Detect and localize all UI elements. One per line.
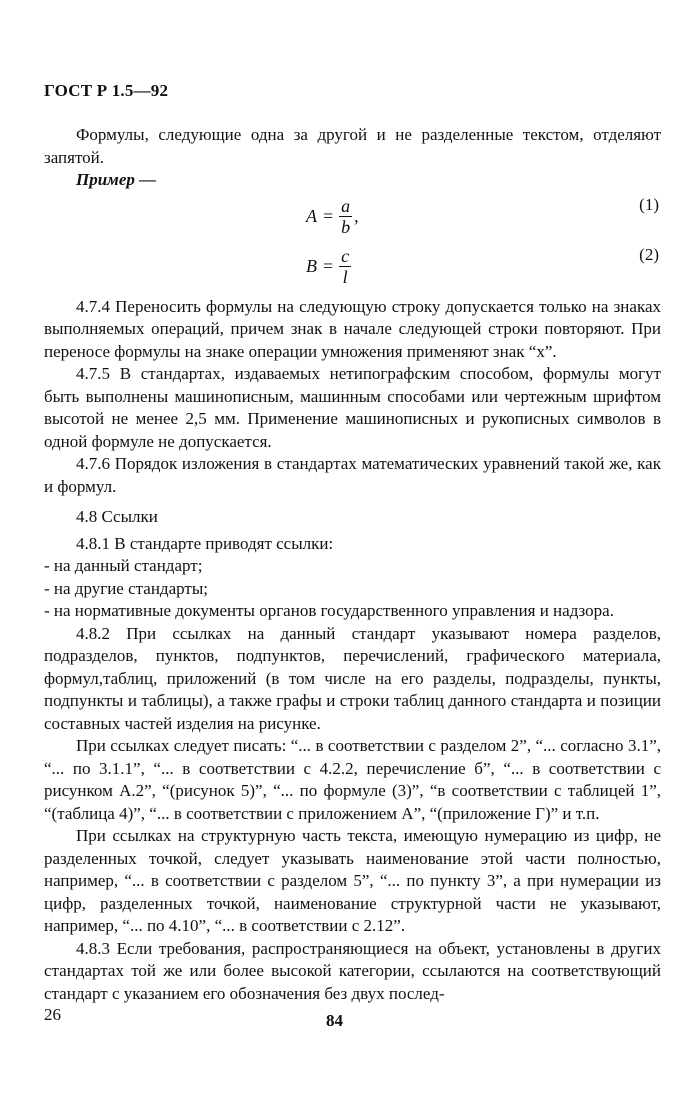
formula-1 <box>44 192 661 242</box>
formula-2-numerator: c <box>341 246 350 266</box>
formula-2-denominator: l <box>342 267 348 287</box>
formula-1-comma: , <box>354 206 359 227</box>
formula-2-fraction <box>339 247 351 286</box>
paragraph-4-7-5: 4.7.5 В стандартах, издаваемых нетипографским способом, формулы могут быть выполнены машинописным, машинным способами или чертежным шрифтом высотой не менее 2,5 мм. Применение машинописных и рукописных символов в одной формуле не допускается. <box>44 364 661 451</box>
list-item: - на данный стандарт; <box>44 556 203 575</box>
paragraph-reference-examples: При ссылках следует писать: “... в соответствии с разделом 2”, “... согласно 3.1”, “... по 3.1.1”, “... в соответствии с 4.2.2, перечисление б”, “... в соответствии с рисунком А.2”, “(рисунок 5)”, “... по формуле (3)”, “в соответствии с таблицей 1”, “(таблица 4)”, “... в соответствии с приложением А”, “(приложение Г)” и т.п. <box>44 736 661 823</box>
formula-1-lhs: A <box>306 206 317 227</box>
list-item: - на другие стандарты; <box>44 578 208 598</box>
formula-2 <box>44 242 661 292</box>
paragraph-4-8-1: 4.8.1 В стандарте приводят ссылки: <box>76 533 334 553</box>
formula-2-lhs: B <box>306 256 317 277</box>
list-item: - на нормативные документы органов государственного управления и надзора. <box>44 601 614 620</box>
formula-1-fraction <box>339 197 352 236</box>
paragraph-4-7-6: 4.7.6 Порядок изложения в стандартах математических уравнений такой же, как и формул. <box>44 454 661 496</box>
formula-1-number: (1) <box>639 194 659 214</box>
paragraph-4-8-2: 4.8.2 При ссылках на данный стандарт указывают номера разделов, подразделов, пунктов, подпунктов, перечислений, графического материала, формул,таблиц, приложений (в том числе на его разделы, подразделы, пункты, подпункты и таблицы), а также графы и строки таблиц данного стандарта и позиции составных частей изделия на рисунке. <box>44 623 661 733</box>
page-number-left: 26 <box>44 1005 61 1024</box>
page-header-standard-code: ГОСТ Р 1.5—92 <box>44 81 169 100</box>
page-number-center: 84 <box>326 1011 343 1030</box>
intro-paragraph: Формулы, следующие одна за другой и не разделенные текстом, отделяют запятой. <box>44 125 661 167</box>
formula-2-equals: = <box>323 256 334 277</box>
paragraph-structural-references: При ссылках на структурную часть текста, имеющую нумерацию из цифр, не разделенных точкой, следует указывать наименование этой части полностью, например, “... в соответствии с разделом 5”, “... по пункту 3”, а при нумерации из цифр, разделенных точкой, наименование структурной части не указывают, например, “... по 4.10”, “... в соответствии с 2.12”. <box>44 826 661 935</box>
formula-1-equals: = <box>323 206 334 227</box>
example-label: Пример — <box>76 170 157 189</box>
document-body <box>44 124 661 1005</box>
formula-1-denominator: b <box>341 217 351 237</box>
section-heading-4-8: 4.8 Ссылки <box>76 507 158 526</box>
formula-1-numerator: a <box>341 196 351 216</box>
formula-2-number: (2) <box>639 244 659 264</box>
paragraph-4-8-3: 4.8.3 Если требования, распространяющиеся на объект, установлены в других стандартах той же или более высокой категории, ссылаются на соответствующий стандарт с указанием его обозначения без двух послед- <box>44 938 661 1003</box>
paragraph-4-7-4: 4.7.4 Переносить формулы на следующую строку допускается только на знаках выполняемых операций, причем знак в начале следующей строки повторяют. При переносе формулы на знаке операции умножения применяют знак “x”. <box>44 296 661 361</box>
